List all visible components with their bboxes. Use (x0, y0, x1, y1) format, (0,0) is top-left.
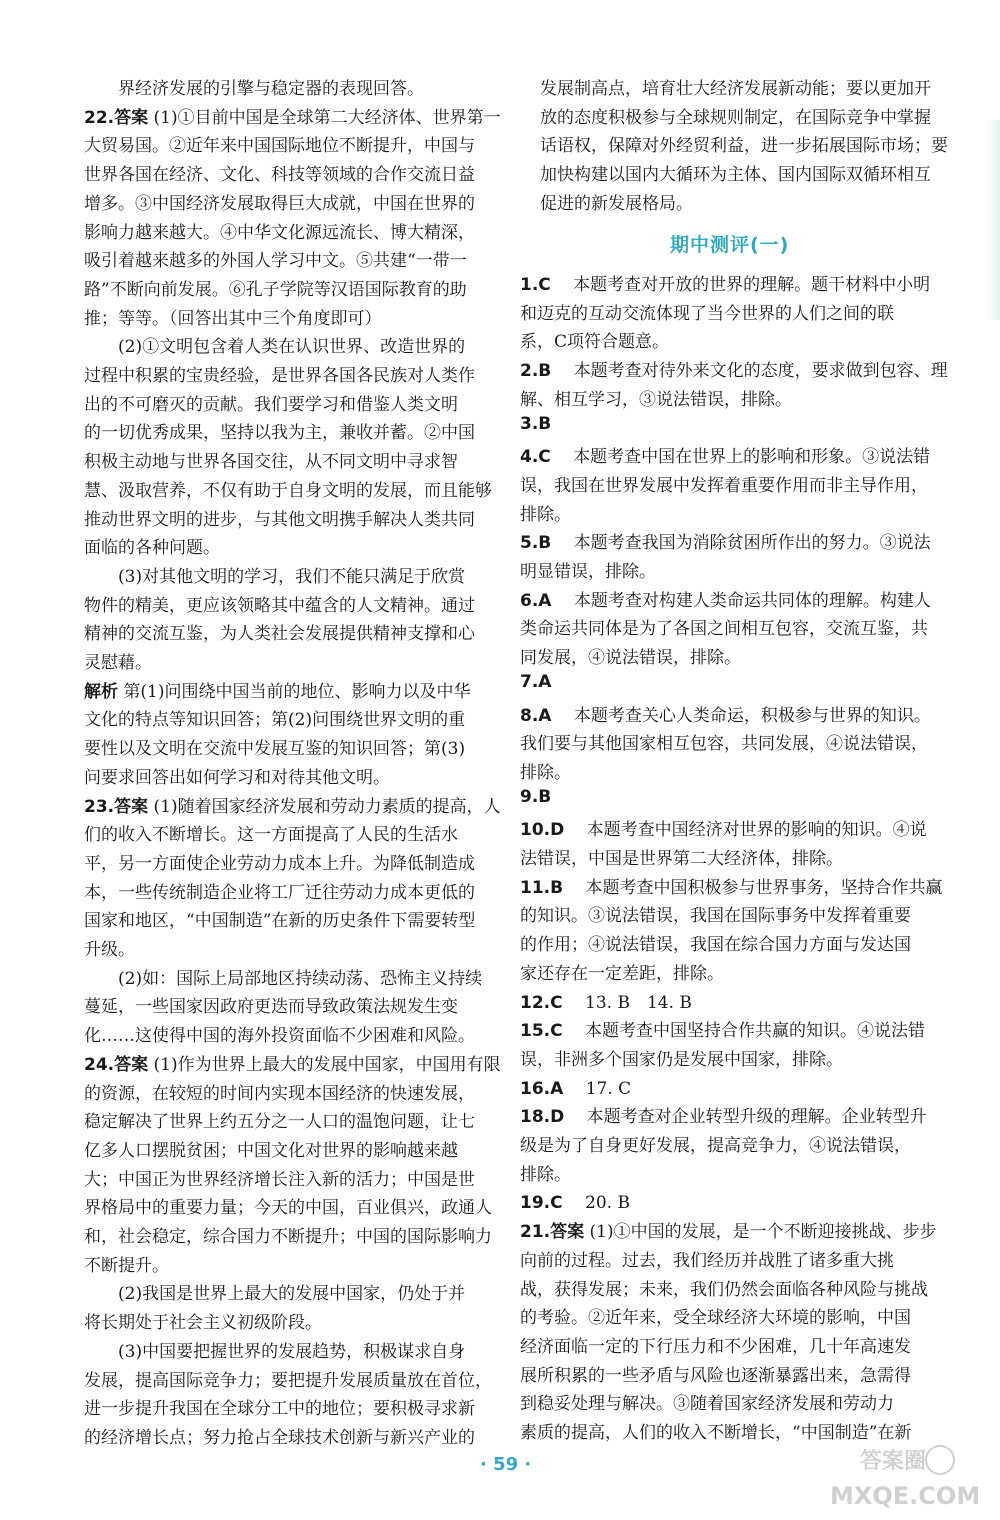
text-line (520, 1246, 894, 1271)
text-line (520, 787, 551, 807)
line-text: 慧、汲取营养，不仅有助于自身文明的发展，而且能够 (84, 480, 492, 501)
section-heading: 期中测评(一) (670, 234, 790, 256)
answer-key: B (538, 533, 552, 554)
question-number: 12. (520, 992, 551, 1013)
line-text: (1)随着国家经济发展和劳动力素质的提高，人 (153, 796, 501, 817)
line-text: (1)①目前中国是全球第二大经济体、世界第一 (153, 107, 501, 128)
answer-key: C (550, 1193, 563, 1214)
line-text: (2)我国是世界上最大的发展中国家，仍处于并 (84, 1284, 466, 1305)
line-text: 本题考查对开放的世界的理解。题干材料中小明 (556, 275, 931, 295)
question-number: 23. (84, 796, 115, 817)
line-text: 界格局中的重要力量；今天的中国，百业俱兴，政通人 (84, 1198, 492, 1219)
line-text: 发展制高点，培育壮大经济发展新动能；要以更加开 (540, 79, 931, 99)
line-text: 级是为了自身更好发展，提高竞争力，④说法错误， (520, 1136, 911, 1156)
text-line (84, 1165, 475, 1190)
answer-key: C (550, 1021, 563, 1042)
page-edge-stain (986, 120, 1000, 320)
answer-key: A (538, 705, 552, 726)
question-number: 22. (84, 107, 115, 128)
question-number: 21. (520, 1222, 551, 1243)
line-text: 文化的特点等知识回答；第(2)问围绕世界文明的重 (84, 710, 466, 731)
line-text: 国家和地区，“中国制造”在新的历史条件下需要转型 (84, 911, 476, 932)
text-line (84, 390, 458, 415)
line-text: 大；中国正为世界经济增长注入新的活力；中国是世 (84, 1169, 475, 1190)
text-line (520, 1045, 843, 1070)
answer-key: 答案 (114, 1054, 149, 1075)
text-line (520, 1188, 630, 1213)
line-text: (3)对其他文明的学习，我们不能只满足于欣赏 (84, 566, 466, 587)
line-text: 本题考查对构建人类命运共同体的理解。构建人 (556, 590, 931, 611)
text-line (520, 643, 741, 668)
line-text: 误，非洲多个国家仍是发展中国家，排除。 (520, 1049, 843, 1070)
line-text: 本题考查对企业转型升级的理解。企业转型升 (569, 1107, 927, 1128)
answer-key: 答案 (550, 1222, 585, 1243)
line-text: 世界各国在经济、文化、科技等领域的合作交流日益 (84, 165, 475, 186)
line-text: 话语权，保障对外经贸利益，进一步拓展国际市场；要 (540, 136, 948, 157)
site-watermark-logo (790, 1442, 990, 1514)
question-number: 3. (520, 413, 539, 434)
line-text: 本题考查对待外来文化的态度，要求做到包容、理 (556, 361, 948, 382)
text-line (520, 1074, 631, 1099)
line-text: 精神的交流互鉴，为人类社会发展提供精神支撑和心 (84, 624, 475, 645)
text-line (520, 1102, 927, 1127)
text-line (520, 729, 928, 754)
line-text: 物件的精美，更应该领略其中蕴含的人文精神。通过 (84, 595, 475, 616)
text-line (84, 304, 382, 329)
text-line (84, 447, 458, 472)
text-line (540, 160, 931, 185)
line-text: 蔓延，一些国家因政府更迭而导致政策法规发生变 (84, 997, 458, 1018)
text-line (520, 959, 724, 984)
line-text: 推动世界文明的进步，与其他文明携手解决人类共同 (84, 509, 475, 530)
text-line (84, 734, 465, 759)
line-text: 影响力越来越大。④中华文化源远流长、博大精深， (84, 222, 475, 243)
text-line (520, 930, 911, 955)
line-text: 放的态度积极参与全球规则制定，在国际竞争中掌握 (540, 107, 931, 128)
line-text: 和，社会稳定，综合国力不断提升；中国的国际影响力 (84, 1227, 492, 1247)
line-text: 问要求回答出如何学习和对待其他文明。 (84, 767, 390, 788)
line-text: 亿多人口摆脱贫困；中国文化对世界的影响越来越 (84, 1140, 458, 1161)
line-text: 路”不断向前发展。⑥孔子学院等汉语国际教育的助 (84, 279, 467, 300)
question-number: 1. (520, 275, 539, 295)
text-line (520, 528, 931, 553)
line-text: 不断提升。 (84, 1255, 169, 1276)
answer-key: A (538, 671, 552, 692)
line-text: 本题考查中国经济对世界的影响的知识。④说 (569, 820, 927, 841)
text-line (520, 1418, 911, 1443)
line-text: 排除。 (520, 1164, 571, 1185)
text-line (520, 586, 931, 611)
text-line (520, 1131, 911, 1156)
line-text: (2)①文明包含着人类在认识世界、改造世界的 (84, 337, 466, 358)
answer-key: 答案 (114, 107, 149, 128)
line-text: 本题考查中国积极参与世界事务，坚持合作共赢 (568, 877, 943, 898)
text-line (520, 385, 792, 410)
answer-key: B (550, 877, 564, 898)
line-text: 解、相互学习，③说法错误，排除。 (520, 389, 792, 410)
line-text: 第(1)问围绕中国当前的地位、影响力以及中华 (123, 681, 471, 702)
answer-key: B (538, 786, 552, 807)
text-line (84, 131, 475, 156)
text-line (84, 476, 492, 501)
text-line (84, 1308, 322, 1333)
question-number: 10. (520, 820, 551, 841)
text-line (520, 1332, 911, 1357)
text-line (520, 1361, 911, 1386)
text-line (84, 849, 475, 874)
question-number: 19. (520, 1193, 551, 1214)
line-text: 类命运共同体是为了各国之间相互包容，交流互鉴，共 (520, 619, 928, 640)
text-line (84, 1021, 475, 1046)
text-line (520, 614, 928, 639)
line-text: 们的收入不断增长。这一方面提高了人民的生活水 (84, 825, 458, 846)
watermark-bottom-text: MXQE.COM (830, 1482, 981, 1510)
question-number: 9. (520, 786, 539, 807)
line-text: 的经济增长点；努力抢占全球技术创新与新兴产业的 (84, 1427, 475, 1448)
question-number: 18. (520, 1107, 551, 1128)
line-text: 将长期处于社会主义初级阶段。 (84, 1313, 322, 1334)
line-text: 我们要与其他国家相互包容，共同发展，④说法错误， (520, 734, 928, 755)
text-line (84, 218, 475, 243)
line-text: 的资源，在较短的时间内实现本国经济的快速发展， (84, 1083, 475, 1104)
line-text: 17. C (568, 1078, 632, 1099)
answer-key: C (550, 992, 563, 1013)
text-line (84, 992, 458, 1017)
line-text: 战，获得发展；未来，我们仍然会面临各种风险与挑战 (520, 1279, 928, 1300)
line-text: 经济面临一定的下行压力和不少困难，几十年高速发 (520, 1336, 911, 1357)
text-line (84, 648, 152, 673)
line-text: 20. B (568, 1193, 630, 1214)
line-text: (3)中国要把握世界的发展趋势，积极谋求自身 (84, 1341, 466, 1362)
answer-key: B (538, 361, 552, 382)
text-line (84, 74, 424, 99)
text-line (84, 677, 471, 702)
text-line (84, 1394, 475, 1419)
line-text: 的考验。②近年来，受全球经济大环境的影响，中国 (520, 1308, 911, 1329)
text-line (84, 906, 475, 931)
text-line (520, 442, 930, 467)
text-line (540, 103, 931, 128)
watermark-top-text: 答案圈 (860, 1449, 927, 1474)
line-text: 出的不可磨灭的贡献。我们要学习和借鉴人类文明 (84, 394, 458, 415)
text-line (84, 878, 475, 903)
line-text: 面临的各种问题。 (84, 538, 220, 559)
line-text: (1)①中国的发展，是一个不断迎接挑战、步步 (589, 1222, 937, 1243)
line-text: 明显错误，排除。 (520, 562, 656, 582)
answer-key: D (550, 1107, 565, 1128)
question-number: 5. (520, 533, 539, 554)
line-text: 增多。③中国经济发展取得巨大成就，中国在世界的 (84, 193, 475, 214)
text-line (84, 1337, 465, 1362)
line-text: 素质的提高，人们的收入不断增长，“中国制造”在新 (520, 1423, 912, 1443)
text-line (520, 873, 943, 898)
text-line (520, 844, 843, 869)
line-text: 到稳妥处理与解决。③随着国家经济发展和劳动力 (520, 1394, 894, 1415)
question-number: 2. (520, 361, 539, 382)
text-line (84, 332, 465, 357)
line-text: 吸引着越来越多的外国人学习中文。⑤共建“一带一 (84, 251, 467, 272)
text-line (84, 619, 475, 644)
line-text: 推；等等。（回答出其中三个角度即可） (84, 308, 382, 329)
line-text: 大贸易国。②近年来中国国际地位不断提升，中国与 (84, 136, 475, 157)
question-number: 8. (520, 705, 539, 726)
line-text: 和迈克的互动交流体现了当今世界的人们之间的联 (520, 303, 894, 324)
question-number: 4. (520, 447, 539, 468)
line-text: 化……这使得中国的海外投资面临不少困难和风险。 (84, 1026, 475, 1047)
text-line (84, 189, 475, 214)
text-line (84, 1222, 492, 1247)
line-text: 13. B 14. B (568, 992, 692, 1013)
line-text: 要性以及文明在交流中发展互鉴的知识回答；第(3) (84, 739, 466, 760)
line-text: 本题考查我国为消除贫困所作出的努力。③说法 (556, 533, 931, 554)
text-line (84, 1423, 475, 1448)
line-text: (1)作为世界上最大的发展中国家，中国用有限 (153, 1054, 501, 1075)
answer-key: A (538, 590, 552, 611)
text-line (520, 988, 692, 1013)
text-line (520, 815, 927, 840)
line-text: 加快构建以国内大循环为主体、国内国际双循环相互 (540, 165, 931, 186)
line-text: 灵慰藉。 (84, 653, 152, 673)
answer-key: D (550, 820, 565, 841)
line-text: 本题考查中国在世界上的影响和形象。③说法错 (556, 447, 931, 468)
line-text: 的知识。③说法错误，我国在国际事务中发挥着重要 (520, 906, 911, 927)
text-line (84, 418, 475, 443)
text-line (84, 820, 458, 845)
line-text: 积极主动地与世界各国交往，从不同文明中寻求智 (84, 452, 458, 473)
line-text: 升级。 (84, 940, 135, 960)
line-text: 稳定解决了世界上约五分之一人口的温饱问题，让七 (84, 1112, 475, 1133)
line-text: 进一步提升我国在全球分工中的地位；要积极寻求新 (84, 1399, 475, 1420)
line-text: 本题考查中国坚持合作共赢的知识。④说法错 (568, 1021, 926, 1042)
text-line (84, 505, 475, 530)
line-text: 法错误，中国是世界第二大经济体，排除。 (520, 849, 843, 869)
text-line (520, 1303, 911, 1328)
text-line (520, 299, 894, 324)
text-line (520, 758, 571, 783)
answer-key: B (538, 413, 552, 434)
text-line (520, 1160, 571, 1185)
line-text: 同发展，④说法错误，排除。 (520, 648, 741, 669)
text-line (520, 270, 930, 295)
text-line (84, 533, 220, 558)
line-text: 系，C项符合题意。 (520, 332, 670, 353)
text-line (520, 327, 669, 352)
line-text: 本，一些传统制造企业将工厂迁往劳动力成本更低的 (84, 882, 475, 903)
line-text: 本题考查关心人类命运，积极参与世界的知识。 (556, 705, 931, 726)
text-line (520, 557, 656, 582)
text-line (84, 246, 467, 271)
text-line (520, 672, 551, 692)
question-number: 24. (84, 1054, 115, 1075)
text-line (84, 763, 390, 788)
answer-key: 解析 (84, 681, 118, 702)
text-line (520, 1389, 894, 1414)
watermark-circle (926, 1446, 954, 1474)
line-text: 平，另一方面使企业劳动力成本上升。为降低制造成 (84, 853, 475, 874)
text-line (84, 964, 482, 989)
line-text: 排除。 (520, 504, 571, 525)
answer-key: A (550, 1078, 564, 1099)
line-text: 过程中积累的宝贵经验，是世界各国各民族对人类作 (84, 366, 475, 386)
line-text: (2)如：国际上局部地区持续动荡、恐怖主义持续 (84, 968, 483, 989)
page-number: · 59 · (480, 1454, 532, 1475)
line-text: 向前的过程。过去，我们经历并战胜了诸多重大挑 (520, 1250, 894, 1271)
line-text: 展所积累的一些矛盾与风险也逐渐暴露出来，急需得 (520, 1365, 911, 1386)
text-line (84, 1136, 458, 1161)
line-text: 界经济发展的引擎与稳定器的表现回答。 (84, 79, 424, 99)
text-line (84, 103, 501, 128)
question-number: 16. (520, 1078, 551, 1099)
text-line (84, 1366, 492, 1391)
text-line (520, 901, 911, 926)
text-line (84, 935, 135, 960)
text-line (520, 1016, 925, 1041)
text-line (84, 705, 465, 730)
text-line (84, 1050, 501, 1075)
line-text: 家还存在一定差距，排除。 (520, 963, 724, 984)
text-line (84, 275, 467, 300)
text-line (520, 1217, 937, 1242)
question-number: 6. (520, 590, 539, 611)
line-text: 的一切优秀成果，坚持以我为主，兼收并蓄。②中国 (84, 423, 475, 444)
text-line (84, 1079, 475, 1104)
line-text: 排除。 (520, 762, 571, 783)
question-number: 7. (520, 671, 539, 692)
text-line (540, 74, 931, 99)
text-line (84, 792, 501, 817)
text-line (84, 1107, 475, 1132)
line-text: 误，我国在世界发展中发挥着重要作用而非主导作用， (520, 475, 928, 496)
text-line (520, 1275, 928, 1300)
question-number: 15. (520, 1021, 551, 1042)
answer-key: C (538, 447, 551, 468)
text-line (84, 1193, 492, 1218)
text-line (540, 189, 693, 214)
line-text: 促进的新发展格局。 (540, 193, 693, 214)
text-line (520, 500, 571, 525)
text-line (84, 160, 475, 185)
text-line (540, 131, 948, 156)
text-line (84, 562, 465, 587)
text-line (520, 356, 948, 381)
text-line (520, 471, 928, 496)
text-line (520, 414, 551, 434)
text-line (84, 1251, 169, 1276)
text-line (84, 591, 475, 616)
text-line (84, 1279, 465, 1304)
question-number: 11. (520, 877, 551, 898)
answer-key: C (538, 275, 551, 295)
line-text: 的作用；④说法错误，我国在综合国力方面与发达国 (520, 935, 911, 956)
answer-key: 答案 (114, 796, 149, 817)
text-line (84, 361, 475, 386)
line-text: 发展，提高国际竞争力；要把提升发展质量放在首位， (84, 1370, 492, 1391)
text-line (520, 701, 931, 726)
